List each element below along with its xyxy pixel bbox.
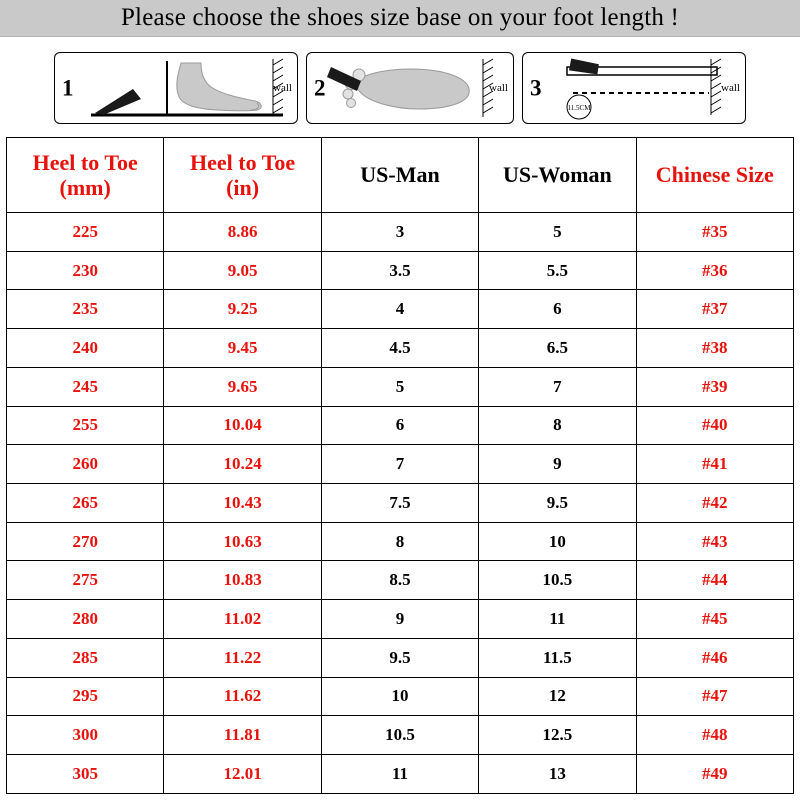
table-cell: 9.05 xyxy=(164,251,321,290)
table-cell: 280 xyxy=(7,600,164,639)
table-cell: #37 xyxy=(636,290,793,329)
column-header-us-woman: US-Woman xyxy=(479,138,636,213)
table-cell: 240 xyxy=(7,329,164,368)
banner-title: Please choose the shoes size base on your foot length ! xyxy=(120,4,680,31)
step-3 xyxy=(522,52,746,124)
table-cell: 6 xyxy=(479,290,636,329)
table-cell: #45 xyxy=(636,600,793,639)
table-cell: 8.86 xyxy=(164,213,321,252)
table-cell: #38 xyxy=(636,329,793,368)
table-cell: 10.43 xyxy=(164,484,321,523)
table-cell: 305 xyxy=(7,755,164,794)
table-cell: 12.5 xyxy=(479,716,636,755)
foot-against-wall-side-icon xyxy=(55,53,298,124)
size-table-head xyxy=(7,138,794,213)
table-cell: 300 xyxy=(7,716,164,755)
table-cell: 8 xyxy=(479,406,636,445)
table-row xyxy=(7,677,794,716)
table-cell: #49 xyxy=(636,755,793,794)
column-header-heel-to-toe-mm xyxy=(7,138,164,213)
table-row xyxy=(7,522,794,561)
table-cell: 10 xyxy=(321,677,478,716)
column-header-line1: Heel to Toe xyxy=(190,149,296,175)
table-cell: 11.62 xyxy=(164,677,321,716)
table-cell: 10.83 xyxy=(164,561,321,600)
step-3-number: 3 xyxy=(530,75,542,101)
table-row xyxy=(7,716,794,755)
table-cell: 11.5 xyxy=(479,638,636,677)
measure-tape-icon xyxy=(523,53,746,124)
table-cell: #41 xyxy=(636,445,793,484)
table-cell: 225 xyxy=(7,213,164,252)
table-cell: 295 xyxy=(7,677,164,716)
table-cell: 270 xyxy=(7,522,164,561)
table-cell: 9.65 xyxy=(164,367,321,406)
table-cell: #47 xyxy=(636,677,793,716)
table-cell: 230 xyxy=(7,251,164,290)
table-row xyxy=(7,600,794,639)
table-row xyxy=(7,561,794,600)
column-header-line2: (in) xyxy=(226,175,260,200)
table-cell: 11.02 xyxy=(164,600,321,639)
table-row xyxy=(7,484,794,523)
table-cell: 285 xyxy=(7,638,164,677)
table-cell: #40 xyxy=(636,406,793,445)
step-1 xyxy=(54,52,298,124)
table-cell: #48 xyxy=(636,716,793,755)
column-header-chinese-size: Chinese Size xyxy=(636,138,793,213)
table-row xyxy=(7,290,794,329)
table-cell: #39 xyxy=(636,367,793,406)
table-cell: 10.04 xyxy=(164,406,321,445)
table-cell: #43 xyxy=(636,522,793,561)
table-cell: 5.5 xyxy=(479,251,636,290)
table-cell: 10.5 xyxy=(321,716,478,755)
table-cell: 12.01 xyxy=(164,755,321,794)
table-cell: 275 xyxy=(7,561,164,600)
table-cell: #35 xyxy=(636,213,793,252)
table-cell: 245 xyxy=(7,367,164,406)
step-2-wall-label: wall xyxy=(489,82,508,94)
table-row xyxy=(7,329,794,368)
step-2 xyxy=(306,52,514,124)
size-table-wrap xyxy=(0,137,800,800)
size-table-body xyxy=(7,213,794,794)
column-header-us-man: US-Man xyxy=(321,138,478,213)
table-row xyxy=(7,638,794,677)
table-cell: 11 xyxy=(321,755,478,794)
table-cell: #36 xyxy=(636,251,793,290)
table-cell: 10.63 xyxy=(164,522,321,561)
table-cell: 260 xyxy=(7,445,164,484)
table-cell: 10 xyxy=(479,522,636,561)
svg-text:11.5CM: 11.5CM xyxy=(567,104,591,112)
table-row xyxy=(7,445,794,484)
table-row xyxy=(7,251,794,290)
banner xyxy=(0,0,800,37)
table-cell: 9 xyxy=(321,600,478,639)
table-cell: 11.22 xyxy=(164,638,321,677)
table-cell: 265 xyxy=(7,484,164,523)
table-cell: 5 xyxy=(479,213,636,252)
step-1-wall-label: wall xyxy=(273,82,292,94)
table-row xyxy=(7,367,794,406)
table-cell: 7 xyxy=(479,367,636,406)
table-cell: 7.5 xyxy=(321,484,478,523)
table-cell: 12 xyxy=(479,677,636,716)
table-cell: 4.5 xyxy=(321,329,478,368)
column-header-line1: Heel to Toe xyxy=(32,149,138,175)
step-2-number: 2 xyxy=(314,75,326,101)
step-1-number: 1 xyxy=(62,75,74,101)
table-cell: 13 xyxy=(479,755,636,794)
column-header-line2: (mm) xyxy=(59,175,111,200)
table-cell: #44 xyxy=(636,561,793,600)
table-cell: 9 xyxy=(479,445,636,484)
table-cell: 8 xyxy=(321,522,478,561)
table-cell: 4 xyxy=(321,290,478,329)
table-cell: 9.25 xyxy=(164,290,321,329)
table-cell: 8.5 xyxy=(321,561,478,600)
table-row xyxy=(7,406,794,445)
table-cell: 235 xyxy=(7,290,164,329)
table-cell: 255 xyxy=(7,406,164,445)
table-cell: #46 xyxy=(636,638,793,677)
table-cell: 6.5 xyxy=(479,329,636,368)
table-cell: 9.5 xyxy=(321,638,478,677)
table-cell: 11 xyxy=(479,600,636,639)
foot-top-view-icon xyxy=(307,53,514,124)
size-table xyxy=(6,137,794,794)
table-cell: 5 xyxy=(321,367,478,406)
column-header-heel-to-toe-in xyxy=(164,138,321,213)
measurement-steps xyxy=(0,37,800,137)
table-cell: 3 xyxy=(321,213,478,252)
table-cell: 11.81 xyxy=(164,716,321,755)
table-cell: 3.5 xyxy=(321,251,478,290)
table-header-row xyxy=(7,138,794,213)
table-cell: 6 xyxy=(321,406,478,445)
table-cell: 9.5 xyxy=(479,484,636,523)
table-cell: 10.5 xyxy=(479,561,636,600)
table-row xyxy=(7,755,794,794)
table-cell: 9.45 xyxy=(164,329,321,368)
table-cell: #42 xyxy=(636,484,793,523)
table-cell: 10.24 xyxy=(164,445,321,484)
step-3-wall-label: wall xyxy=(721,82,740,94)
table-row xyxy=(7,213,794,252)
table-cell: 7 xyxy=(321,445,478,484)
